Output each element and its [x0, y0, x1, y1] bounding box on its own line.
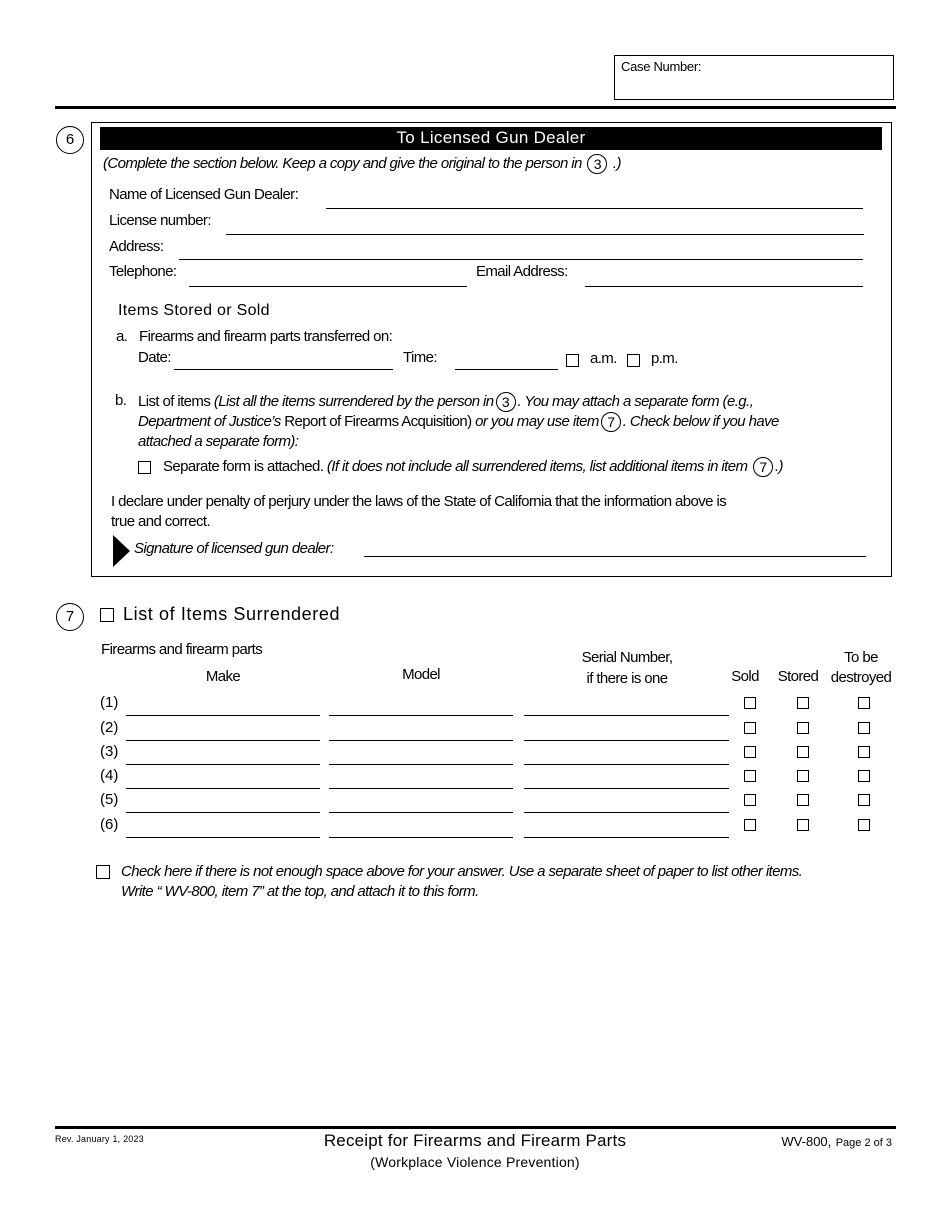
footer-form-subtitle: (Workplace Violence Prevention): [370, 1154, 580, 1170]
model-field[interactable]: [329, 812, 513, 813]
case-number-label: Case Number:: [621, 59, 702, 74]
address-label: Address:: [109, 238, 164, 255]
email-label: Email Address:: [476, 263, 568, 280]
items-stored-heading: Items Stored or Sold: [118, 302, 270, 319]
section-6-instruction: [103, 154, 621, 174]
signature-field[interactable]: [364, 556, 866, 557]
item-b-line-3: attached a separate form):: [138, 433, 299, 450]
row-number: (2): [100, 719, 119, 736]
serial-field[interactable]: [524, 837, 729, 838]
section-6-title: To Licensed Gun Dealer: [396, 128, 586, 147]
stored-checkbox[interactable]: [797, 819, 809, 831]
destroyed-checkbox[interactable]: [858, 819, 870, 831]
row-number: (4): [100, 767, 119, 784]
revision-date: Rev. January 1, 2023: [55, 1134, 144, 1144]
case-number-box[interactable]: [614, 55, 894, 100]
firearms-subheading: Firearms and firearm parts: [101, 641, 263, 658]
stored-checkbox[interactable]: [797, 697, 809, 709]
col-make-header: Make: [205, 668, 241, 685]
top-rule: [55, 106, 896, 109]
destroyed-checkbox[interactable]: [858, 770, 870, 782]
instruction-end: .): [612, 154, 621, 172]
make-field[interactable]: [126, 837, 320, 838]
declaration-line-2: true and correct.: [111, 513, 211, 530]
serial-field[interactable]: [524, 788, 729, 789]
model-field[interactable]: [329, 837, 513, 838]
am-checkbox[interactable]: [566, 354, 579, 367]
row-number: (6): [100, 816, 119, 833]
more-space-line-1: Check here if there is not enough space above for your answer. Use a separate sheet of paper to list other items.: [121, 863, 803, 880]
dealer-name-field[interactable]: [326, 208, 863, 209]
serial-field[interactable]: [524, 740, 729, 741]
separate-form-ref-7: 7: [753, 457, 773, 477]
destroyed-checkbox[interactable]: [858, 722, 870, 734]
separate-form-checkbox[interactable]: [138, 461, 151, 474]
section-7-number: 7: [56, 603, 84, 631]
item-a-letter: a.: [116, 328, 128, 345]
serial-field[interactable]: [524, 764, 729, 765]
make-field[interactable]: [126, 812, 320, 813]
address-field[interactable]: [179, 259, 863, 260]
separate-form-line: [163, 457, 783, 477]
row-number: (3): [100, 743, 119, 760]
date-label: Date:: [138, 349, 171, 366]
date-field[interactable]: [174, 369, 393, 370]
report-name: Report of Firearms Acquisition): [284, 412, 472, 430]
doj-text: Department of Justice’s: [138, 412, 281, 430]
check-below-text: . Check below if you have: [622, 412, 779, 430]
item-b-letter: b.: [115, 392, 127, 409]
make-field[interactable]: [126, 788, 320, 789]
sold-checkbox[interactable]: [744, 722, 756, 734]
stored-checkbox[interactable]: [797, 770, 809, 782]
item-b-line-2: [138, 412, 779, 432]
more-space-line-2: Write “ WV-800, item 7” at the top, and attach it to this form.: [121, 883, 479, 900]
destroyed-checkbox[interactable]: [858, 746, 870, 758]
make-field[interactable]: [126, 764, 320, 765]
list-of-items-label: List of items: [138, 392, 211, 410]
serial-field[interactable]: [524, 812, 729, 813]
destroyed-checkbox[interactable]: [858, 697, 870, 709]
model-field[interactable]: [329, 764, 513, 765]
instruction-item-ref: 3: [587, 154, 607, 174]
dealer-name-label: Name of Licensed Gun Dealer:: [109, 186, 299, 203]
telephone-label: Telephone:: [109, 263, 177, 280]
signature-arrow-icon: [113, 535, 130, 567]
item-b-ref-7: 7: [601, 412, 621, 432]
model-field[interactable]: [329, 715, 513, 716]
col-stored-header: Stored: [777, 668, 819, 685]
col-sold-header: Sold: [731, 668, 759, 685]
model-field[interactable]: [329, 788, 513, 789]
stored-checkbox[interactable]: [797, 794, 809, 806]
time-field[interactable]: [455, 369, 558, 370]
pm-checkbox[interactable]: [627, 354, 640, 367]
time-label: Time:: [403, 349, 437, 366]
separate-form-note-end: .): [774, 457, 783, 475]
stored-checkbox[interactable]: [797, 746, 809, 758]
col-destroyed-header-1: To be: [844, 649, 878, 666]
serial-field[interactable]: [524, 715, 729, 716]
make-field[interactable]: [126, 740, 320, 741]
declaration-line-1: I declare under penalty of perjury under the laws of the State of California that the information above is: [111, 493, 727, 510]
model-field[interactable]: [329, 740, 513, 741]
pm-label: p.m.: [651, 350, 678, 367]
section-6-number: 6: [56, 126, 84, 154]
email-field[interactable]: [585, 286, 863, 287]
page-number: Page 2 of 3: [835, 1137, 892, 1149]
license-number-field[interactable]: [226, 234, 864, 235]
footer-form-title: Receipt for Firearms and Firearm Parts: [323, 1131, 627, 1150]
license-number-label: License number:: [109, 212, 211, 229]
use-item-text: or you may use item: [475, 412, 599, 430]
separate-form-note: (If it does not include all surrendered items, list additional items in item: [326, 457, 748, 475]
sold-checkbox[interactable]: [744, 794, 756, 806]
item-b-text: (List all the items surrendered by the person in: [213, 392, 494, 410]
instruction-text: (Complete the section below. Keep a copy and give the original to the person in: [103, 154, 582, 172]
col-serial-header-2: if there is one: [586, 670, 668, 687]
telephone-field[interactable]: [189, 286, 467, 287]
section-7-title: List of Items Surrendered: [123, 604, 341, 624]
destroyed-checkbox[interactable]: [858, 794, 870, 806]
sold-checkbox[interactable]: [744, 770, 756, 782]
col-destroyed-header-2: destroyed: [830, 669, 892, 686]
list-items-checkbox[interactable]: [100, 608, 114, 622]
stored-checkbox[interactable]: [797, 722, 809, 734]
row-number: (1): [100, 694, 119, 711]
signature-label: Signature of licensed gun dealer:: [134, 540, 334, 557]
item-a-text: Firearms and firearm parts transferred on:: [139, 328, 393, 345]
sold-checkbox[interactable]: [744, 746, 756, 758]
row-number: (5): [100, 791, 119, 808]
make-field[interactable]: [126, 715, 320, 716]
sold-checkbox[interactable]: [744, 819, 756, 831]
footer-page-info: [720, 1133, 892, 1151]
item-b-line-1: [138, 392, 753, 412]
item-b-ref-3: 3: [496, 392, 516, 412]
footer-rule: [55, 1126, 896, 1129]
col-serial-header-1: Serial Number,: [581, 649, 673, 666]
col-model-header: Model: [402, 666, 440, 683]
item-b-text-cont: . You may attach a separate form (e.g.,: [517, 392, 754, 410]
more-space-checkbox[interactable]: [96, 865, 110, 879]
am-label: a.m.: [590, 350, 617, 367]
form-id: WV-800,: [781, 1134, 832, 1149]
sold-checkbox[interactable]: [744, 697, 756, 709]
separate-form-label: Separate form is attached.: [163, 457, 324, 475]
